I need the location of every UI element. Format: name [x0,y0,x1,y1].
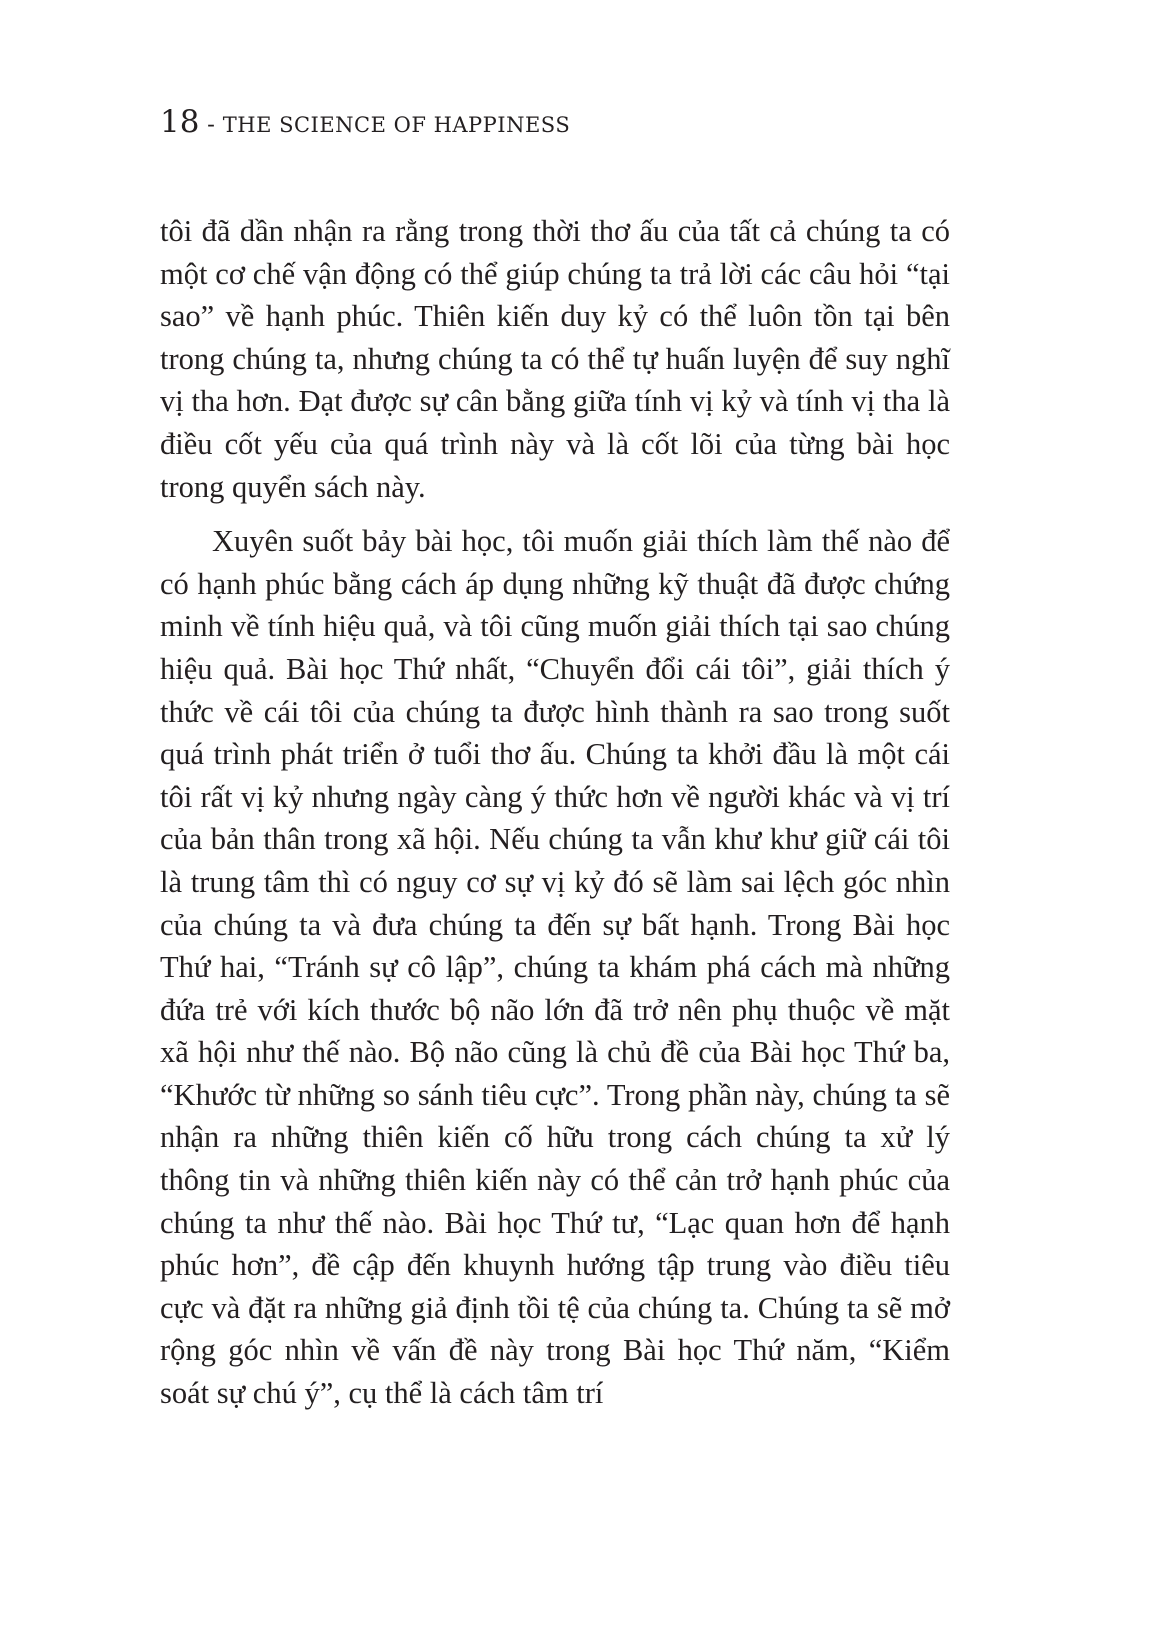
body-text [160,210,950,1415]
page-number: 18 [160,104,200,140]
book-title: THE SCIENCE OF HAPPINESS [222,113,571,137]
paragraph-2: Xuyên suốt bảy bài học, tôi muốn giải thích làm thế nào để có hạnh phúc bằng cách áp dụng những kỹ thuật đã được chứng minh về tính hiệu quả, và tôi cũng muốn giải thích tại sao chúng hiệu quả. Bài học Thứ nhất, “Chuyển đổi cái tôi”, giải thích ý thức về cái tôi của chúng ta được hình thành ra sao trong suốt quá trình phát triển ở tuổi thơ ấu. Chúng ta khởi đầu là một cái tôi rất vị kỷ nhưng ngày càng ý thức hơn về người khác và vị trí của bản thân trong xã hội. Nếu chúng ta vẫn khư khư giữ cái tôi là trung tâm thì có nguy cơ sự vị kỷ đó sẽ làm sai lệch góc nhìn của chúng ta và đưa chúng ta đến sự bất hạnh. Trong Bài học Thứ hai, “Tránh sự cô lập”, chúng ta khám phá cách mà những đứa trẻ với kích thước bộ não lớn đã trở nên phụ thuộc về mặt xã hội như thế nào. Bộ não cũng là chủ đề của Bài học Thứ ba, “Khước từ những so sánh tiêu cực”. Trong phần này, chúng ta sẽ nhận ra những thiên kiến cố hữu trong cách chúng ta xử lý thông tin và những thiên kiến này có thể cản trở hạnh phúc của chúng ta như thế nào. Bài học Thứ tư, “Lạc quan hơn để hạnh phúc hơn”, đề cập đến khuynh hướng tập trung vào điều tiêu cực và đặt ra những giả định tồi tệ của chúng ta. Chúng ta sẽ mở rộng góc nhìn về vấn đề này trong Bài học Thứ năm, “Kiểm soát sự chú ý”, cụ thể là cách tâm trí [160,524,950,1411]
header-separator: - [199,112,223,138]
paragraph-1: tôi đã dần nhận ra rằng trong thời thơ ấu của tất cả chúng ta có một cơ chế vận động có thể giúp chúng ta trả lời các câu hỏi “tại sao” về hạnh phúc. Thiên kiến duy kỷ có thể luôn tồn tại bên trong chúng ta, nhưng chúng ta có thể tự huấn luyện để suy nghĩ vị tha hơn. Đạt được sự cân bằng giữa tính vị kỷ và tính vị tha là điều cốt yếu của quá trình này và là cốt lõi của từng bài học trong quyển sách này. [160,214,950,504]
running-header [160,104,570,140]
